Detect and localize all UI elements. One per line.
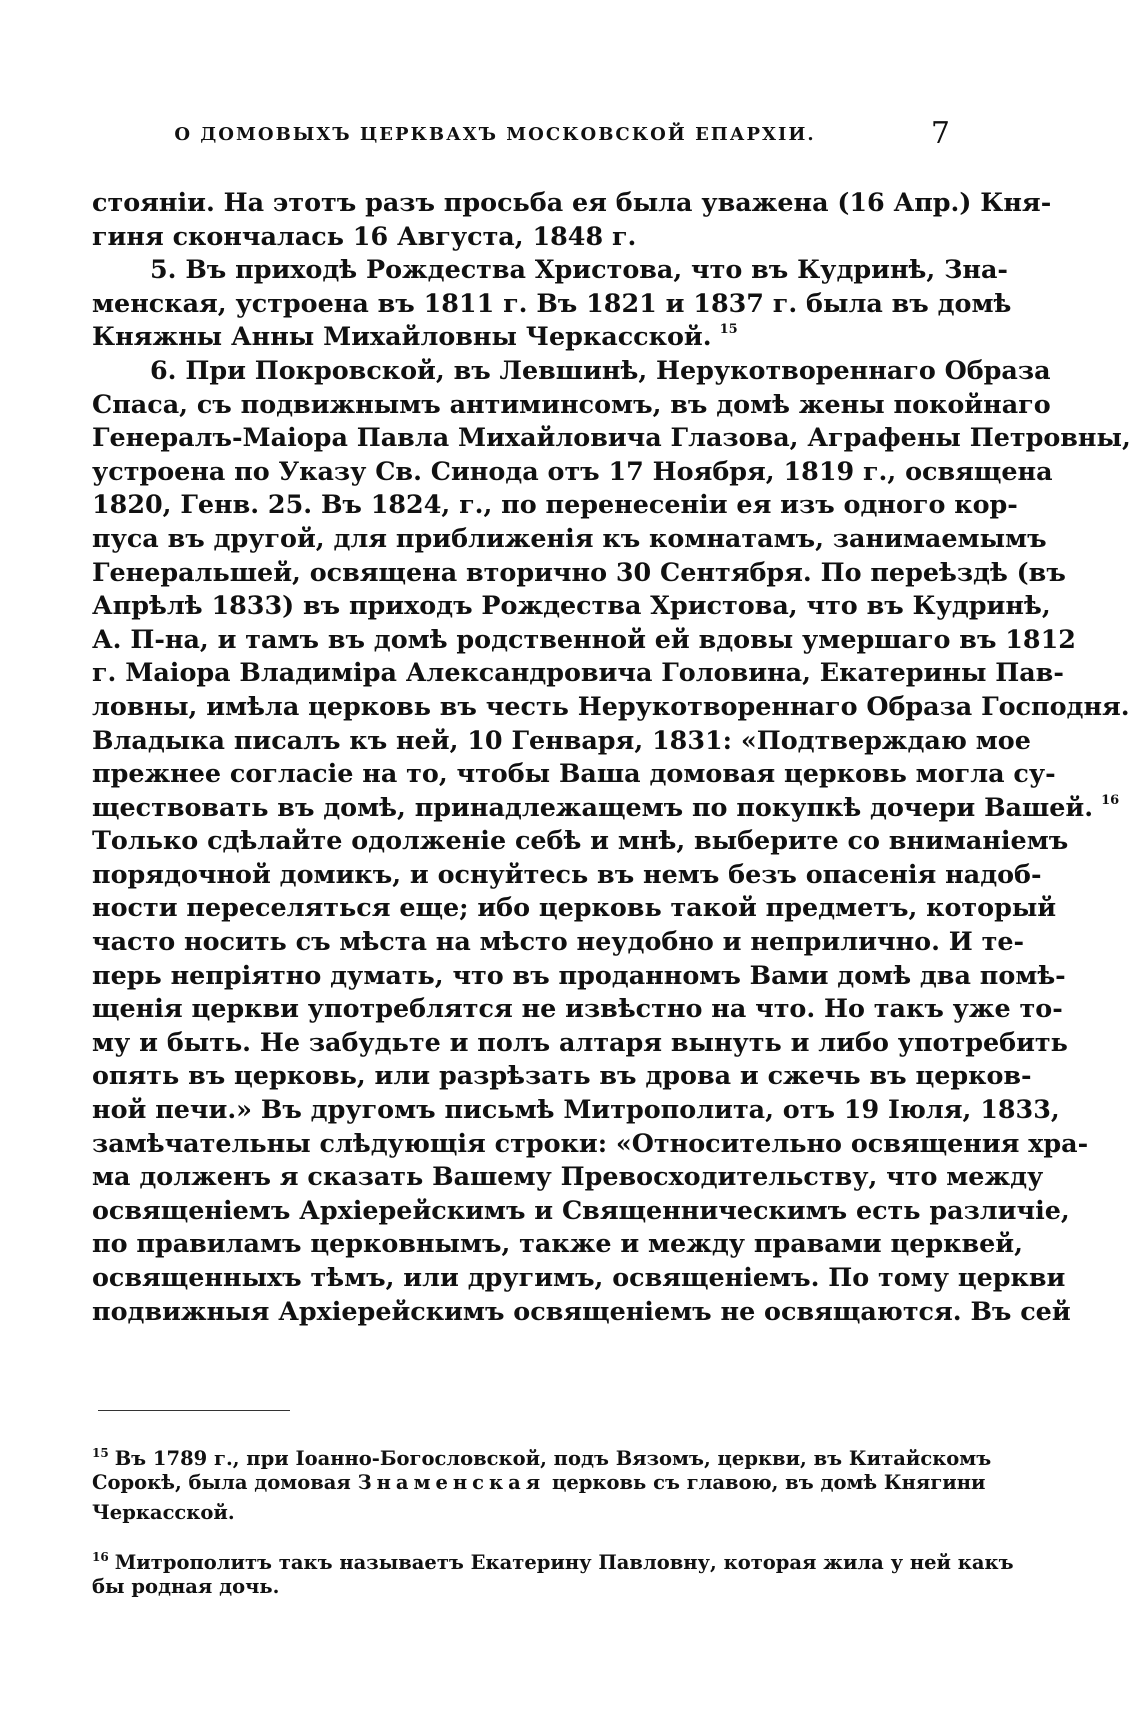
text-line: Апрѣлѣ 1833) въ приходъ Рождества Христова, что въ Кудринѣ,	[92, 590, 1051, 621]
text-line: устроена по Указу Св. Синода отъ 17 Ноября, 1819 г., освящена	[92, 455, 1053, 486]
footnote-line	[92, 1468, 986, 1498]
footnote-number: 15	[92, 1446, 109, 1460]
text-line	[92, 320, 960, 354]
footnote-16	[92, 1542, 1014, 1602]
text-line: замѣчательны слѣдующія строки: «Относительно освящения хра-	[92, 1127, 1089, 1158]
text-line: Генеральшей, освящена вторично 30 Сентября. По переѣздѣ (въ	[92, 556, 1066, 587]
text-line: 5. Въ приходѣ Рождества Христова, что въ Кудринѣ, Зна-	[150, 254, 1008, 285]
running-title: О ДОМОВЫХЪ ЦЕРКВАХЪ МОСКОВСКОЙ ЕПАРХІИ.	[174, 124, 816, 145]
text-line: ной печи.» Въ другомъ письмѣ Митрополита, отъ 19 Іюля, 1833,	[92, 1094, 1060, 1125]
footnote-ref-15: 15	[719, 322, 738, 338]
footnote-text: Сорокѣ, была домовая	[92, 1471, 358, 1494]
text-line: порядочной домикъ, и оснуйтесь въ немъ безъ опасенія надоб-	[92, 858, 1042, 889]
text-line: стояніи. На этотъ разъ просьба ея была уважена (16 Апр.) Кня-	[92, 187, 1052, 217]
text-line: освященіемъ Архіерейскимъ и Священническимъ есть различіе,	[92, 1194, 1070, 1225]
text-line: Спаса, съ подвижнымъ антиминсомъ, въ домѣ жены покойнаго	[92, 388, 1051, 419]
text-line	[92, 791, 1120, 825]
footnote-line: бы родная дочь.	[92, 1575, 280, 1598]
text-line: ности переселяться еще; ибо церковь такой предметъ, который	[92, 892, 1057, 923]
page-number: 7	[930, 116, 950, 151]
text-line: освященныхъ тѣмъ, или другимъ, освященіемъ. По тому церкви	[92, 1262, 1066, 1292]
text-line: перь непріятно думать, что въ проданномъ Вами домѣ два помѣ-	[92, 959, 1066, 990]
text-line: пуса въ другой, для приближенія къ комнатамъ, занимаемымъ	[92, 522, 1047, 553]
text-line: Только сдѣлайте одолженіе себѣ и мнѣ, выберите со вниманіемъ	[92, 825, 1069, 856]
text-line: опять въ церковь, или разрѣзать въ дрова и сжечь въ церков-	[92, 1060, 1032, 1091]
footnotes	[92, 1438, 1014, 1616]
text-line-content: Княжны Анны Михайловны Черкасской.	[92, 321, 712, 352]
text-line: прежнее согласіе на то, чтобы Ваша домовая церковь могла су-	[92, 758, 1056, 789]
footnote-separator	[98, 1410, 290, 1411]
footnote-line	[92, 1438, 992, 1470]
text-line: щенія церкви употреблятся не извѣстно на что. Но такъ уже то-	[92, 993, 1063, 1024]
footnote-line	[92, 1542, 1014, 1574]
text-line: подвижныя Архіерейскимъ освященіемъ не освящаются. Въ сей	[92, 1295, 1071, 1326]
text-line: Владыка писалъ къ ней, 10 Генваря, 1831: «Подтверждаю мое	[92, 724, 1031, 755]
main-text	[92, 186, 1131, 1328]
footnote-text-spaced: Знаменская	[357, 1471, 546, 1494]
footnote-text: Митрополитъ такъ называетъ Екатерину Павловну, которая жила у ней какъ	[114, 1551, 1014, 1574]
text-line: ловны, имѣла церковь въ честь Нерукотвореннаго Образа Господня.	[92, 690, 1130, 721]
footnote-text: Въ 1789 г., при Іоанно-Богословской, подъ Вязомъ, церкви, въ Китайскомъ	[114, 1447, 992, 1470]
footnote-text: церковь съ главою, въ домѣ Княгини	[545, 1471, 986, 1494]
text-line: менская, устроена въ 1811 г. Въ 1821 и 1837 г. была въ домѣ	[92, 287, 1012, 318]
text-line: ма долженъ я сказать Вашему Превосходительству, что между	[92, 1161, 1044, 1192]
text-line: часто носить съ мѣста на мѣсто неудобно и неприлично. И те-	[92, 926, 1025, 957]
text-line: по правиламъ церковнымъ, также и между правами церквей,	[92, 1228, 1023, 1259]
footnote-ref-16: 16	[1101, 792, 1120, 808]
text-line: Генералъ-Маіора Павла Михайловича Глазова, Аграфены Петровны,	[92, 422, 1131, 453]
text-line-content: ществовать въ домѣ, принадлежащемъ по покупкѣ дочери Вашей.	[92, 791, 1094, 822]
footnote-15	[92, 1438, 992, 1528]
page-header	[90, 116, 960, 150]
footnote-number: 16	[92, 1550, 109, 1564]
text-line: гиня скончалась 16 Августа, 1848 г.	[92, 220, 637, 251]
text-line: 6. При Покровской, въ Левшинѣ, Нерукотвореннаго Образа	[150, 354, 1051, 385]
footnote-line: Черкасской.	[92, 1501, 235, 1524]
text-line: му и быть. Не забудьте и полъ алтаря вынуть и либо употребить	[92, 1026, 1068, 1057]
text-line: г. Маіора Владиміра Александровича Головина, Екатерины Пав-	[92, 657, 1064, 688]
text-line: А. П-на, и тамъ въ домѣ родственной ей вдовы умершаго въ 1812	[92, 623, 1076, 654]
text-line: 1820, Генв. 25. Въ 1824, г., по перенесеніи ея изъ одного кор-	[92, 489, 1018, 520]
